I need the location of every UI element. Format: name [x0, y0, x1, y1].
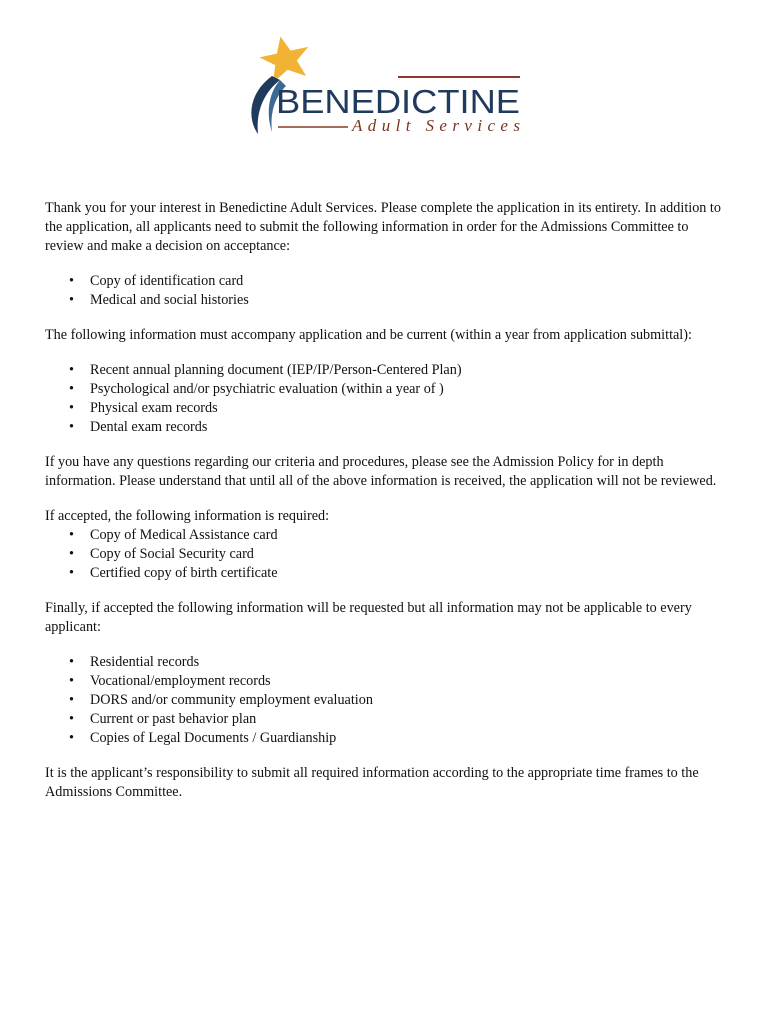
list-item: • Copy of identification card [45, 272, 725, 291]
logo-wordmark: BENEDICTINE [276, 83, 520, 120]
finally-heading: Finally, if accepted the following information will be requested but all information may not be applicable to every applicant: [45, 600, 692, 635]
list-item: • Recent annual planning document (IEP/IP/Person-Centered Plan) [45, 361, 725, 380]
list-item: • Copy of Medical Assistance card [45, 526, 725, 545]
current-info-list [45, 361, 725, 437]
list-item: • Medical and social histories [45, 291, 725, 310]
accepted-list [45, 526, 725, 583]
benedictine-logo [240, 32, 530, 142]
finally-list [45, 653, 725, 748]
current-info-heading: The following information must accompany application and be current (within a year from application submittal): [45, 327, 692, 343]
list-item: • Dental exam records [45, 418, 725, 437]
list-item: • Vocational/employment records [45, 672, 725, 691]
list-item: • Copies of Legal Documents / Guardianship [45, 729, 725, 748]
closing-paragraph: It is the applicant’s responsibility to submit all required information according to the appropriate time frames to the Admissions Committee. [45, 765, 699, 800]
list-item: • Residential records [45, 653, 725, 672]
logo-tagline: Adult Services [352, 116, 520, 135]
intro-paragraph: Thank you for your interest in Benedictine Adult Services. Please complete the application in its entirety. In addition to the application, all applicants need to submit the following information in order for the Admissions Committee to review and make a decision on acceptance: [45, 200, 721, 254]
list-item: • Current or past behavior plan [45, 710, 725, 729]
questions-paragraph: If you have any questions regarding our criteria and procedures, please see the Admission Policy for in depth information. Please understand that until all of the above information is received, the application will not be reviewed. [45, 454, 717, 489]
application-instructions [45, 199, 725, 802]
list-item: • Certified copy of birth certificate [45, 564, 725, 583]
list-item: • Physical exam records [45, 399, 725, 418]
accepted-heading: If accepted, the following information is required: [45, 508, 330, 524]
required-list [45, 272, 725, 310]
list-item: • DORS and/or community employment evaluation [45, 691, 725, 710]
star-icon [256, 32, 314, 85]
list-item: • Psychological and/or psychiatric evaluation (within a year of ) [45, 380, 725, 399]
list-item: • Copy of Social Security card [45, 545, 725, 564]
